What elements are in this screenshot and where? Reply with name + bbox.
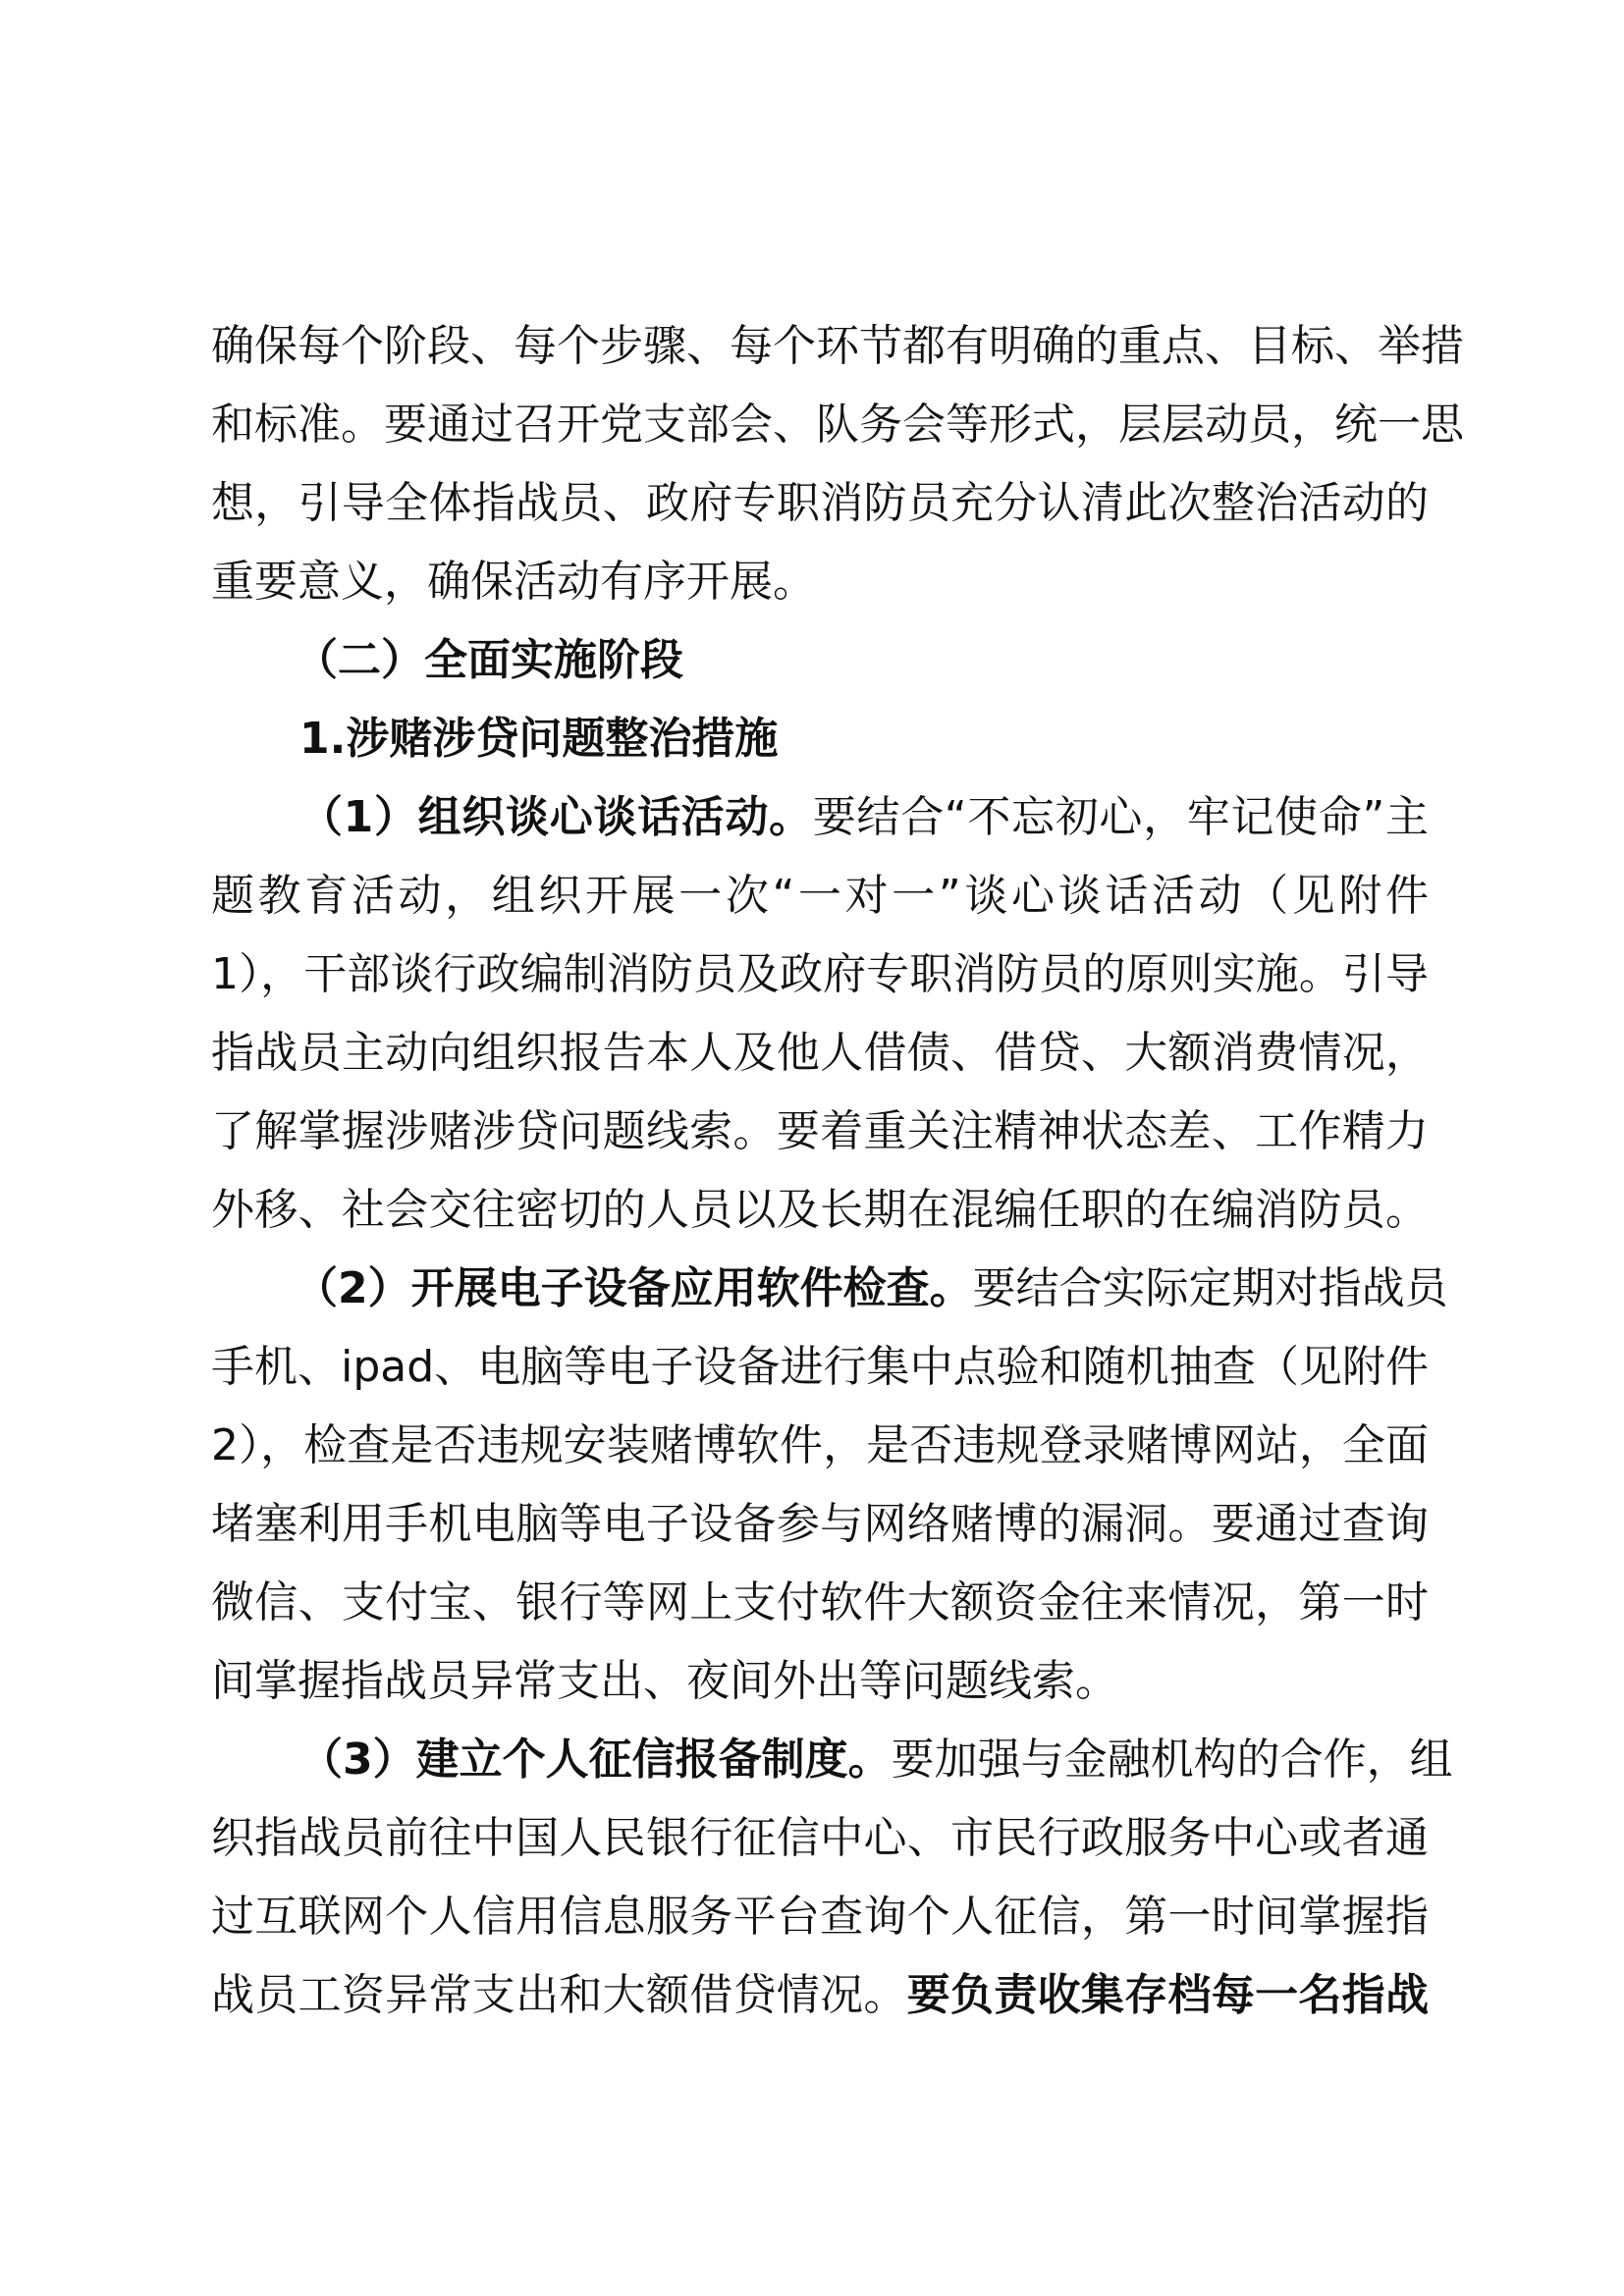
paragraph-line [211,307,1464,386]
paragraph-line [211,1956,1429,2035]
line-text: 织指战员前往中国人民银行征信中心、市民行政服务中心或者通 [211,1813,1429,1863]
paragraph-line [211,1642,1429,1721]
line-text: 外移、社会交往密切的人员以及长期在混编任职的在编消防员。 [211,1185,1429,1235]
paragraph-line [299,778,1429,857]
line-text: 重要意义，确保活动有序开展。 [211,557,816,607]
item-heading: （1）组织谈心谈话活动。 [299,792,813,842]
paragraph-line [211,1407,1429,1485]
line-text: 要结合“不忘初心，牢记使命”主 [812,792,1429,842]
line-text: 1），干部谈行政编制消防员及政府专职消防员的原则实施。引导 [211,949,1429,999]
emphasis-text: 要负责收集存档每一名指战 [906,1970,1430,2020]
paragraph-line [211,935,1429,1014]
line-text: 要加强与金融机构的合作，组 [891,1735,1453,1785]
line-text: 和标准。要通过召开党支部会、队务会等形式，层层动员，统一思 [211,400,1464,450]
paragraph-line [211,464,1429,543]
paragraph-line [211,1799,1429,1878]
line-text: 指战员主动向组织报告本人及他人借债、借贷、大额消费情况， [211,1028,1429,1078]
paragraph-line [211,386,1464,464]
paragraph-line [299,1721,1453,1799]
paragraph-line [211,1564,1429,1642]
line-text: 手机、ipad、电脑等电子设备进行集中点验和随机抽查（见附件 [211,1342,1429,1392]
paragraph-line [295,1250,1448,1328]
line-text: 微信、支付宝、银行等网上支付软件大额资金往来情况，第一时 [211,1577,1429,1628]
line-text: 2），检查是否违规安装赌博软件，是否违规登录赌博网站，全面 [211,1420,1429,1470]
paragraph-line [211,1014,1429,1093]
line-text: 想，引导全体指战员、政府专职消防员充分认清此次整治活动的 [211,478,1429,528]
paragraph-line [211,1171,1429,1250]
paragraph-line [211,1485,1429,1564]
line-text: 确保每个阶段、每个步骤、每个环节都有明确的重点、目标、举措 [211,321,1464,371]
paragraph-line [211,1878,1429,1956]
line-text: 战员工资异常支出和大额借贷情况。 [211,1970,907,2020]
line-text: 题教育活动，组织开展一次“一对一”谈心谈话活动（见附件 [211,871,1429,921]
paragraph-line [211,1093,1429,1171]
line-text: 了解掌握涉赌涉贷问题线索。要着重关注精神状态差、工作精力 [211,1106,1429,1156]
line-text: 间掌握指战员异常支出、夜间外出等问题线索。 [211,1656,1118,1706]
paragraph-line [211,543,1429,621]
section-heading-text: （二）全面实施阶段 [295,635,683,685]
section-heading [295,621,683,700]
line-text: 堵塞利用手机电脑等电子设备参与网络赌博的漏洞。要通过查询 [211,1499,1429,1549]
item-heading: （2）开展电子设备应用软件检查。 [295,1263,973,1313]
paragraph-line [211,1328,1429,1407]
item-heading: （3）建立个人征信报备制度。 [299,1735,892,1785]
subsection-heading [299,700,778,778]
line-text: 过互联网个人信用信息服务平台查询个人征信，第一时间掌握指 [211,1892,1429,1942]
paragraph-line [211,857,1429,935]
line-text: 要结合实际定期对指战员 [972,1263,1448,1313]
subsection-heading-text: 1.涉赌涉贷问题整治措施 [299,714,779,764]
